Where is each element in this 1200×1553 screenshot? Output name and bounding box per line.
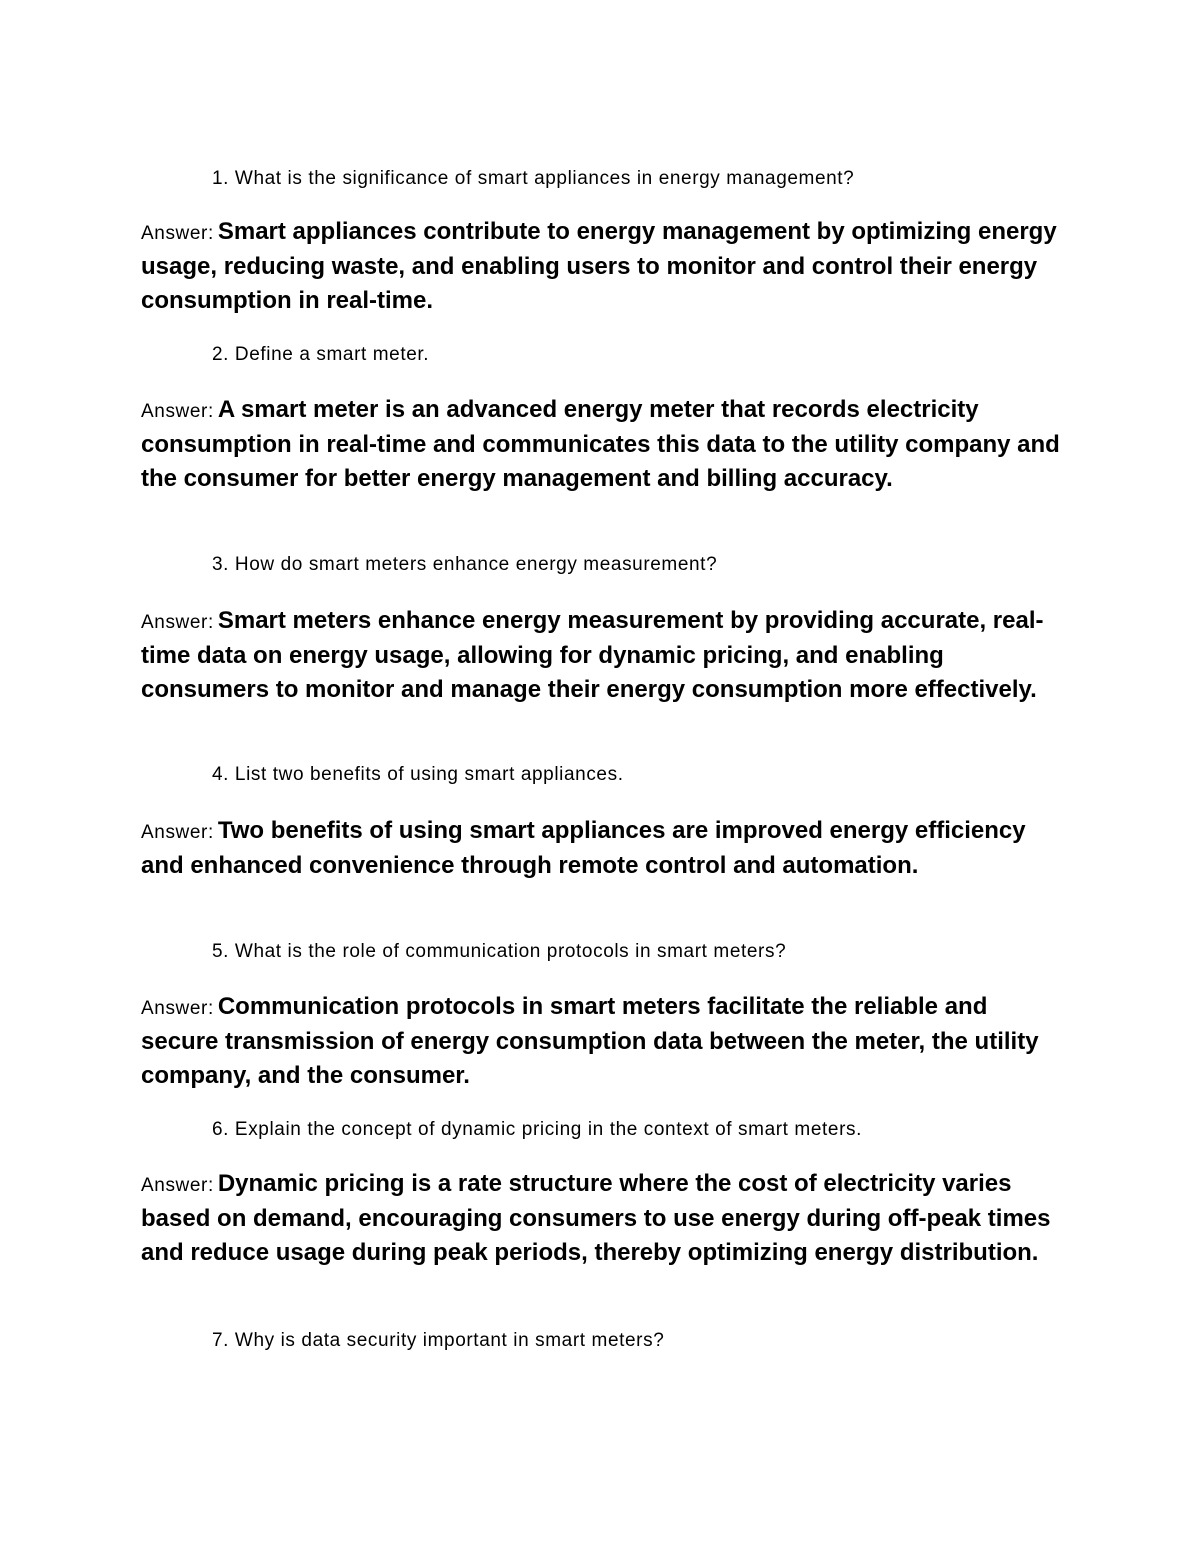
answer-text: Smart meters enhance energy measurement by providing accurate, real-time data on energy usage, allowing for dynamic pricing, and enabling consumers to monitor and manage their energy consumption more effectively. (141, 607, 1044, 703)
question-2: 2. Define a smart meter. (212, 344, 430, 365)
answer-1 (141, 215, 1066, 317)
answer-text: Two benefits of using smart appliances are improved energy efficiency and enhanced convenience through remote control and automation. (141, 817, 1026, 880)
answer-3 (141, 604, 1066, 706)
answer-label: Answer: (141, 401, 214, 422)
answer-text: Communication protocols in smart meters facilitate the reliable and secure transmission of energy consumption data between the meter, the utility company, and the consumer. (141, 993, 1039, 1089)
answer-label: Answer: (141, 998, 214, 1019)
answer-label: Answer: (141, 1175, 214, 1196)
answer-6 (141, 1167, 1066, 1269)
question-6: 6. Explain the concept of dynamic pricing in the context of smart meters. (212, 1119, 862, 1140)
answer-label: Answer: (141, 822, 214, 843)
answer-text: Smart appliances contribute to energy management by optimizing energy usage, reducing waste, and enabling users to monitor and control their energy consumption in real-time. (141, 218, 1057, 314)
answer-text: Dynamic pricing is a rate structure where the cost of electricity varies based on demand, encouraging consumers to use energy during off-peak times and reduce usage during peak periods, thereby optimizing energy distribution. (141, 1170, 1051, 1266)
answer-label: Answer: (141, 223, 214, 244)
question-3: 3. How do smart meters enhance energy measurement? (212, 554, 718, 575)
question-5: 5. What is the role of communication protocols in smart meters? (212, 941, 787, 962)
answer-label: Answer: (141, 612, 214, 633)
answer-2 (141, 393, 1066, 495)
answer-5 (141, 990, 1066, 1092)
question-1: 1. What is the significance of smart appliances in energy management? (212, 168, 855, 189)
question-4: 4. List two benefits of using smart appliances. (212, 764, 624, 785)
question-7: 7. Why is data security important in smart meters? (212, 1330, 665, 1351)
answer-text: A smart meter is an advanced energy meter that records electricity consumption in real-time and communicates this data to the utility company and the consumer for better energy management and billing accuracy. (141, 396, 1060, 492)
answer-4 (141, 814, 1066, 883)
